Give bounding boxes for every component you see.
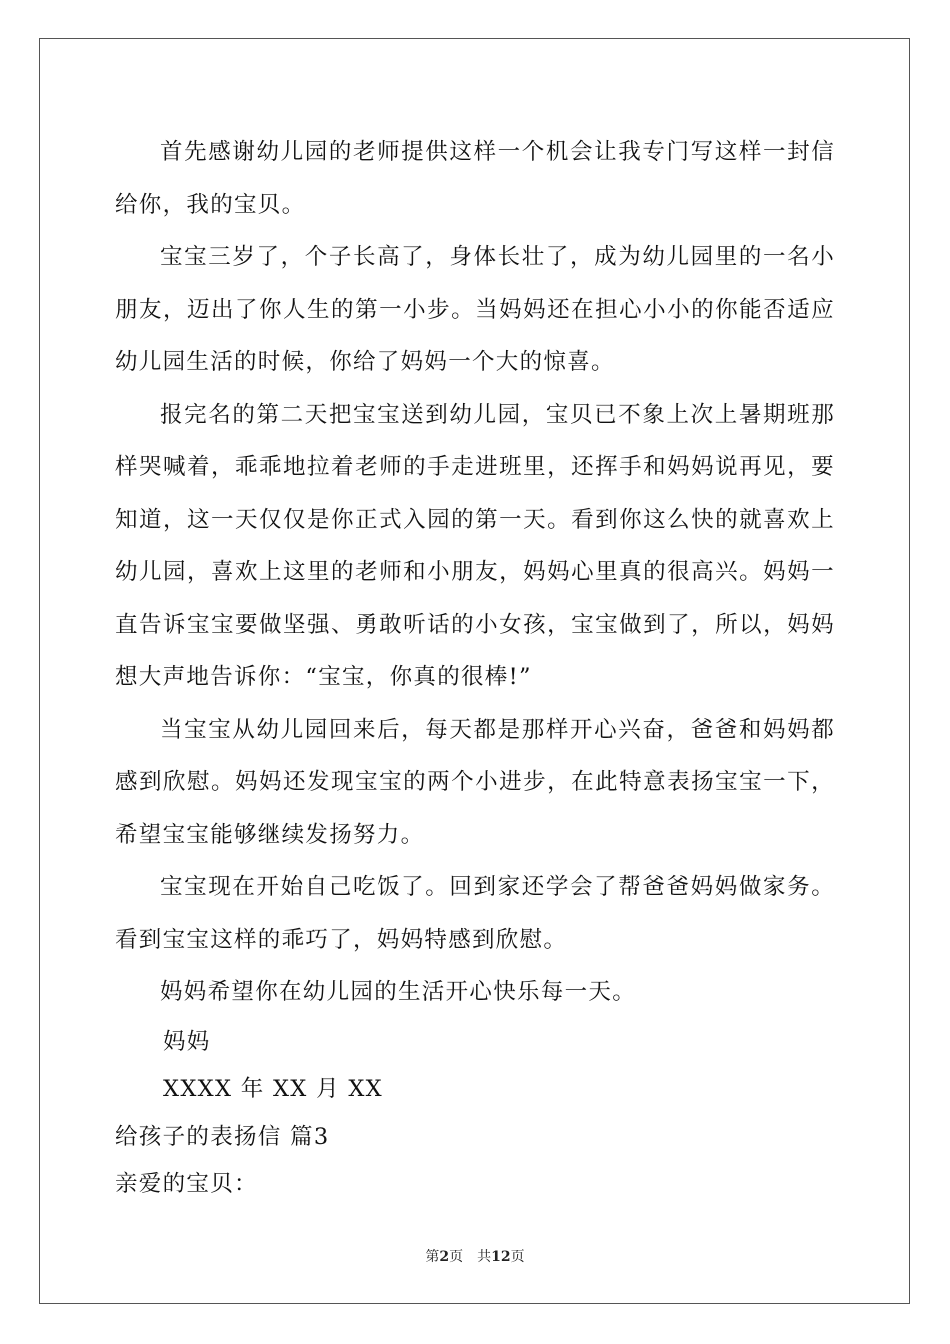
paragraph-2: 宝宝三岁了，个子长高了，身体长壮了，成为幼儿园里的一名小朋友，迈出了你人生的第一小步。当妈妈还在担心小小的你能否适应幼儿园生活的时候，你给了妈妈一个大的惊喜。 [115, 244, 835, 375]
page-total: 12 [491, 1249, 511, 1265]
paragraph-3: 报完名的第二天把宝宝送到幼儿园，宝贝已不象上次上暑期班那样哭喊着，乖乖地拉着老师的手走进班里，还挥手和妈妈说再见，要知道，这一天仅仅是你正式入园的第一天。看到你这么快的就喜欢上幼儿园，喜欢上这里的老师和小朋友，妈妈心里真的很高兴。妈妈一直告诉宝宝要做坚强、勇敢听话的小女孩，宝宝做到了，所以，妈妈想大声地告诉你：“宝宝，你真的很棒!” [115, 401, 835, 690]
page-current: 2 [439, 1249, 450, 1265]
page-mid: 页 共 [449, 1249, 492, 1265]
paragraph-4: 当宝宝从幼儿园回来后，每天都是那样开心兴奋，爸爸和妈妈都感到欣慰。妈妈还发现宝宝的两个小进步，在此特意表扬宝宝一下，希望宝宝能够继续发扬努力。 [115, 716, 835, 848]
paragraph-6: 妈妈希望你在幼儿园的生活开心快乐每一天。 [160, 979, 637, 1005]
page-suffix: 页 [510, 1249, 525, 1265]
page-footer [0, 1248, 950, 1266]
paragraph-5: 宝宝现在开始自己吃饭了。回到家还学会了帮爸爸妈妈做家务。看到宝宝这样的乖巧了，妈妈特感到欣慰。 [115, 874, 835, 953]
section-title: 给孩子的表扬信 篇3 [115, 1123, 330, 1150]
page-prefix: 第 [425, 1249, 440, 1265]
signature: 妈妈 [163, 1028, 211, 1055]
salutation: 亲爱的宝贝： [115, 1171, 258, 1197]
letter-body [115, 126, 835, 1209]
paragraph-1: 首先感谢幼儿园的老师提供这样一个机会让我专门写这样一封信给你，我的宝贝。 [115, 139, 835, 218]
letter-date: XXXX 年 XX 月 XX [163, 1076, 383, 1102]
